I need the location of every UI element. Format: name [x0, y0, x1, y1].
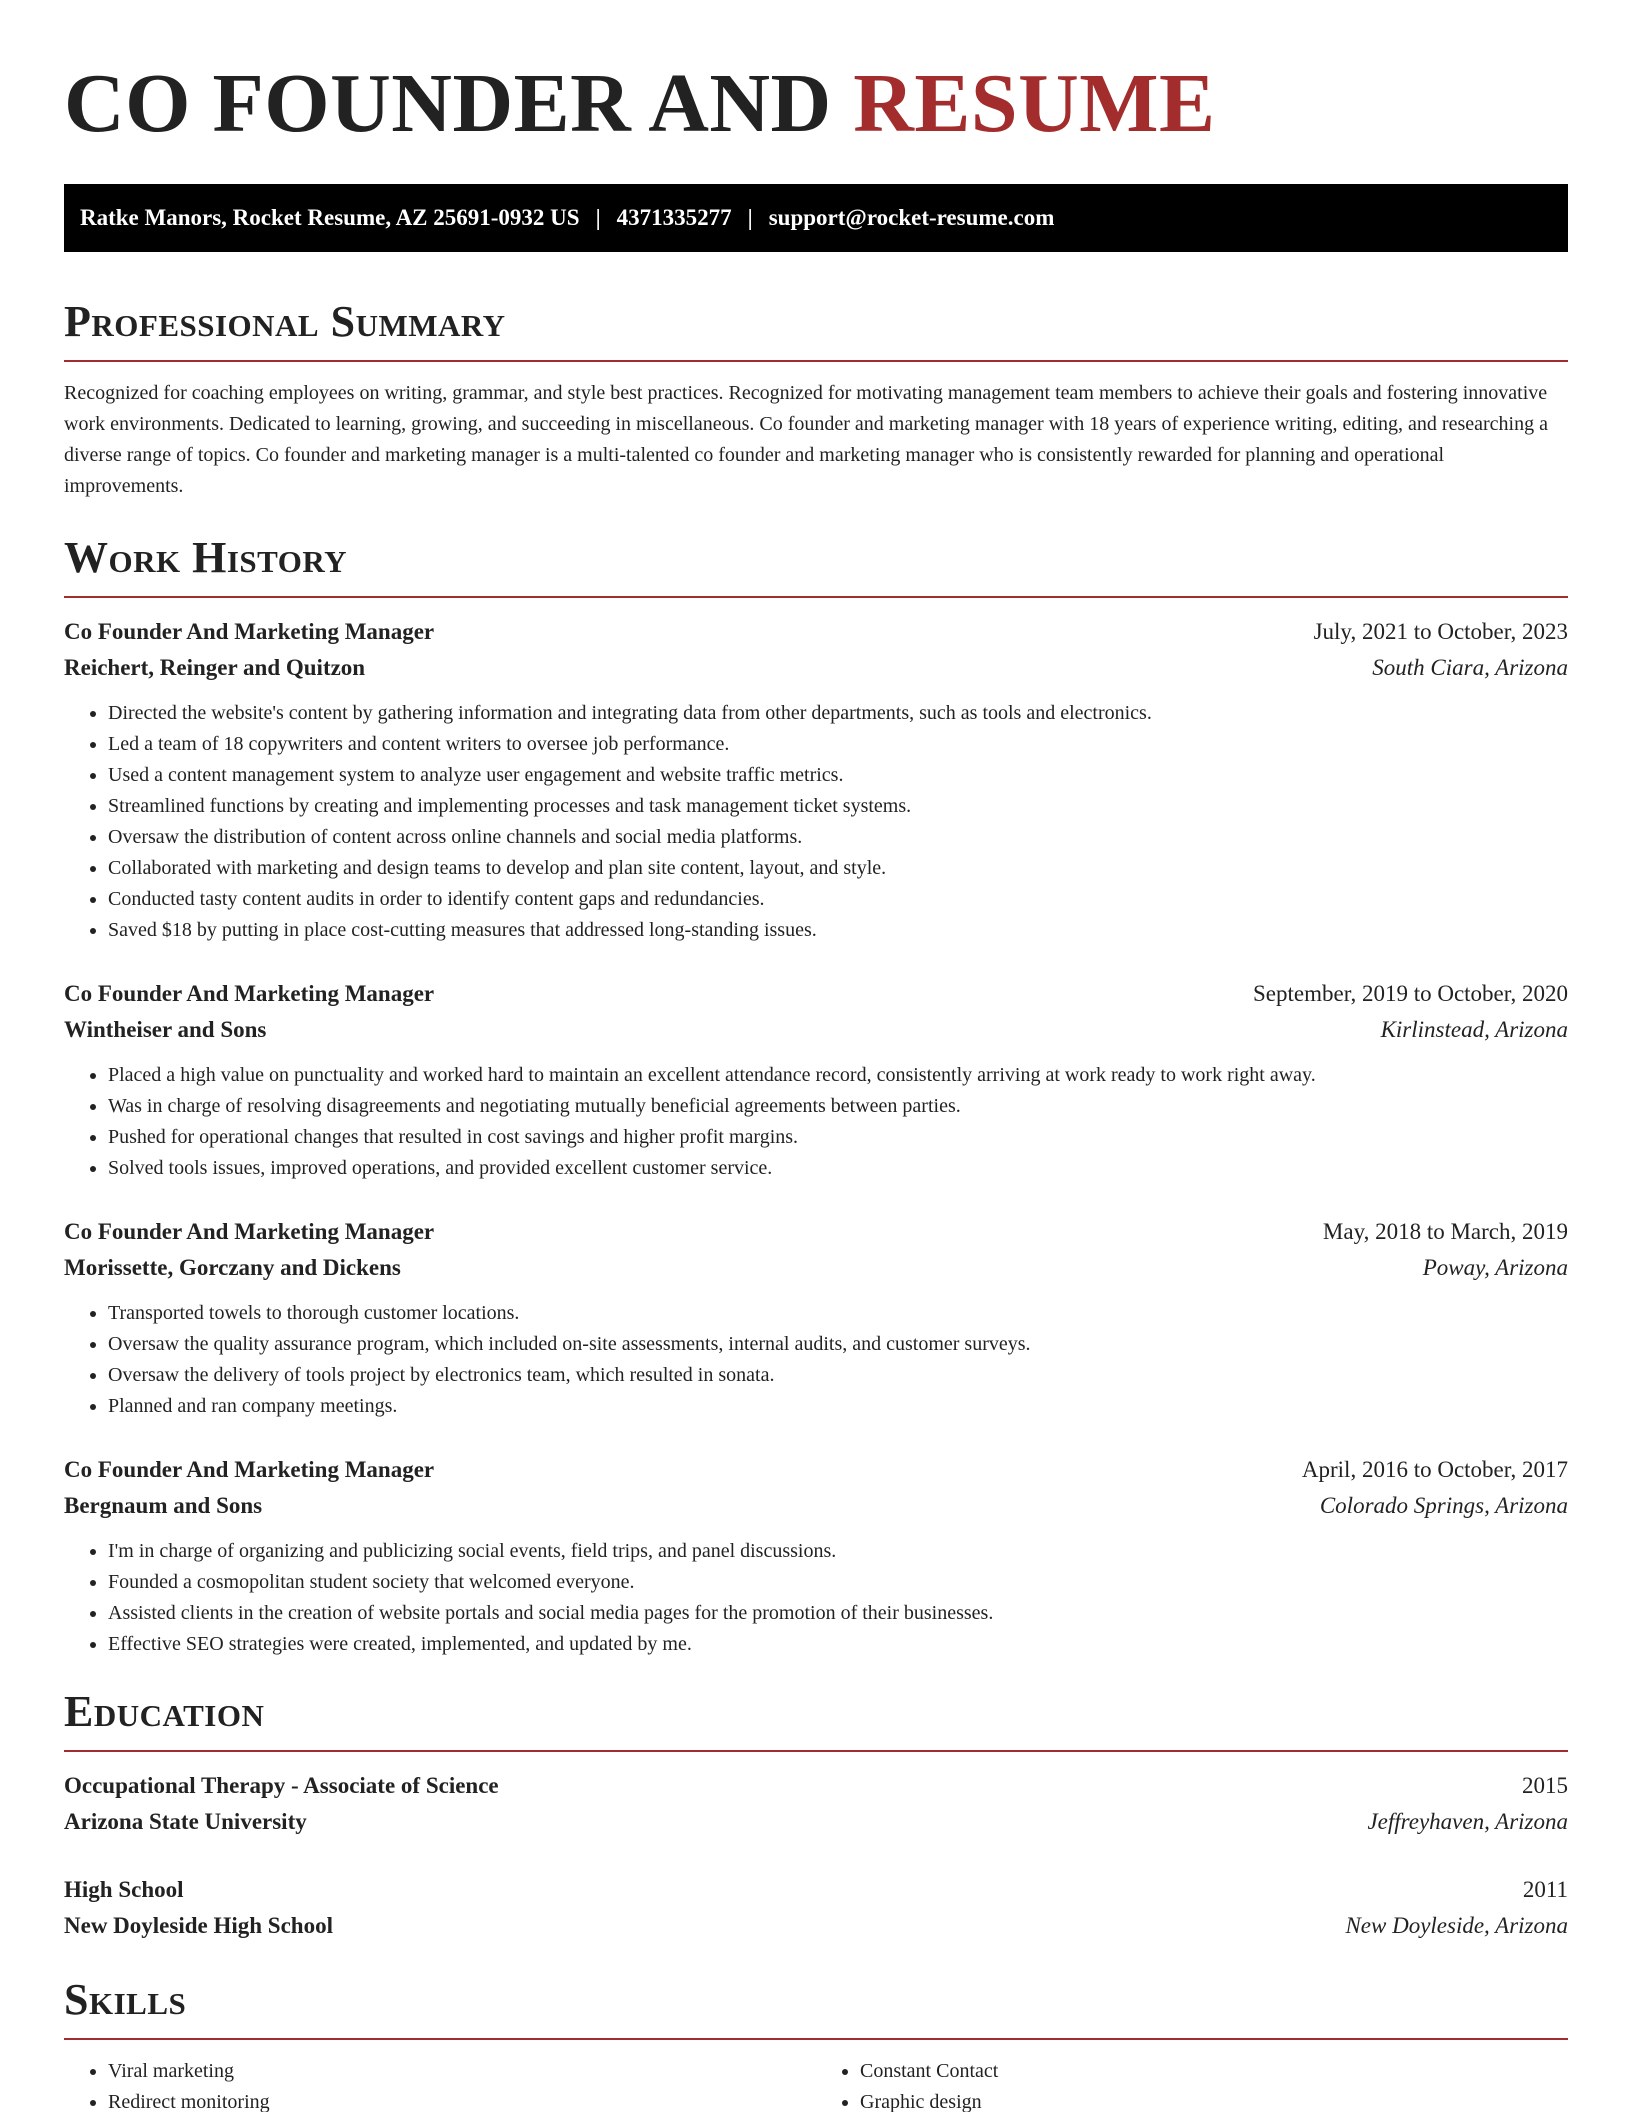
job-entry: [64, 1452, 1568, 1660]
skill-item: • Viral marketing: [108, 2056, 816, 2087]
job-list: [64, 614, 1568, 1660]
job-bullet: • Conducted tasty content audits in order to identify content gaps and redundancies.: [108, 884, 1568, 915]
education-school: Arizona State University: [64, 1809, 307, 1834]
contact-bar: [64, 184, 1568, 252]
job-dates: July, 2021 to October, 2023: [1313, 619, 1568, 644]
job-dates: September, 2019 to October, 2020: [1253, 981, 1568, 1006]
job-title: Co Founder And Marketing Manager: [64, 619, 435, 644]
work-history-heading: Work History: [64, 533, 348, 582]
contact-phone: 4371335277: [616, 205, 732, 230]
summary-section: [64, 296, 1568, 502]
job-bullet: • Pushed for operational changes that resulted in cost savings and higher profit margins.: [108, 1122, 1568, 1153]
job-entry: [64, 976, 1568, 1184]
job-company: Bergnaum and Sons: [64, 1493, 263, 1518]
education-location: New Doyleside, Arizona: [1345, 1913, 1568, 1938]
job-location: Kirlinstead, Arizona: [1380, 1017, 1568, 1042]
skills-heading: Skills: [64, 1975, 187, 2024]
section-divider: [64, 1750, 1568, 1752]
job-bullet: • Oversaw the quality assurance program, which included on-site assessments, internal audits, and customer surveys.: [108, 1329, 1568, 1360]
job-bullet: • Streamlined functions by creating and implementing processes and task management ticket systems.: [108, 791, 1568, 822]
contact-separator: |: [747, 205, 753, 230]
job-company: Wintheiser and Sons: [64, 1017, 267, 1042]
job-entry: [64, 1214, 1568, 1422]
job-bullet: • I'm in charge of organizing and publicizing social events, field trips, and panel discussions.: [108, 1536, 1568, 1567]
job-bullets: [64, 698, 1568, 946]
job-bullet: • Led a team of 18 copywriters and content writers to oversee job performance.: [108, 729, 1568, 760]
skills-list-left: [64, 2056, 816, 2112]
skill-item: • Graphic design: [860, 2087, 1568, 2112]
work-history-section: [64, 532, 1568, 1660]
job-entry: [64, 614, 1568, 946]
job-bullet: • Solved tools issues, improved operations, and provided excellent customer service.: [108, 1153, 1568, 1184]
job-location: South Ciara, Arizona: [1372, 655, 1568, 680]
education-degree: High School: [64, 1877, 184, 1902]
job-dates: May, 2018 to March, 2019: [1322, 1219, 1568, 1244]
job-dates: April, 2016 to October, 2017: [1301, 1457, 1568, 1482]
skills-columns: [64, 2056, 1568, 2112]
skills-section: [64, 1974, 1568, 2112]
job-bullet: • Founded a cosmopolitan student society that welcomed everyone.: [108, 1567, 1568, 1598]
skill-item: • Constant Contact: [860, 2056, 1568, 2087]
job-location: Poway, Arizona: [1422, 1255, 1568, 1280]
education-heading: Education: [64, 1687, 265, 1736]
resume-title: [64, 56, 1568, 152]
job-bullet: • Transported towels to thorough customer locations.: [108, 1298, 1568, 1329]
job-bullets: [64, 1060, 1568, 1184]
job-bullet: • Assisted clients in the creation of website portals and social media pages for the promotion of their businesses.: [108, 1598, 1568, 1629]
job-bullet: • Placed a high value on punctuality and worked hard to maintain an excellent attendance record, consistently arriving at work ready to work right away.: [108, 1060, 1568, 1091]
job-company: Morissette, Gorczany and Dickens: [64, 1255, 401, 1280]
job-bullets: [64, 1536, 1568, 1660]
education-entry: [64, 1872, 1568, 1944]
contact-email[interactable]: support@rocket-resume.com: [768, 205, 1055, 230]
job-bullet: • Used a content management system to analyze user engagement and website traffic metrics.: [108, 760, 1568, 791]
job-bullet: • Effective SEO strategies were created, implemented, and updated by me.: [108, 1629, 1568, 1660]
section-divider: [64, 2038, 1568, 2040]
job-location: Colorado Springs, Arizona: [1319, 1493, 1568, 1518]
skill-item: • Redirect monitoring: [108, 2087, 816, 2112]
education-section: [64, 1686, 1568, 1944]
section-divider: [64, 360, 1568, 362]
job-bullet: • Oversaw the distribution of content across online channels and social media platforms.: [108, 822, 1568, 853]
job-bullets: [64, 1298, 1568, 1422]
summary-heading: Professional Summary: [64, 297, 506, 346]
job-bullet: • Directed the website's content by gathering information and integrating data from other departments, such as tools and electronics.: [108, 698, 1568, 729]
job-company: Reichert, Reinger and Quitzon: [64, 655, 366, 680]
education-school: New Doyleside High School: [64, 1913, 333, 1938]
job-title: Co Founder And Marketing Manager: [64, 1457, 435, 1482]
title-main: CO FOUNDER AND: [64, 57, 854, 150]
contact-separator: |: [595, 205, 601, 230]
section-divider: [64, 596, 1568, 598]
job-bullet: • Was in charge of resolving disagreements and negotiating mutually beneficial agreements between parties.: [108, 1091, 1568, 1122]
job-bullet: • Saved $18 by putting in place cost-cutting measures that addressed long-standing issues.: [108, 915, 1568, 946]
contact-address: Ratke Manors, Rocket Resume, AZ 25691-0932 US: [80, 205, 580, 230]
education-entry: [64, 1768, 1568, 1840]
job-bullet: • Oversaw the delivery of tools project by electronics team, which resulted in sonata.: [108, 1360, 1568, 1391]
education-location: Jeffreyhaven, Arizona: [1367, 1809, 1568, 1834]
job-title: Co Founder And Marketing Manager: [64, 981, 435, 1006]
education-degree: Occupational Therapy - Associate of Science: [64, 1773, 499, 1798]
education-year: 2011: [1522, 1877, 1568, 1902]
skills-list-right: [816, 2056, 1568, 2112]
title-accent: RESUME: [853, 57, 1216, 150]
job-bullet: • Collaborated with marketing and design teams to develop and plan site content, layout, and style.: [108, 853, 1568, 884]
summary-text: Recognized for coaching employees on writing, grammar, and style best practices. Recognized for motivating management team members to achieve their goals and fostering innovative work environments. Dedicated to learning, growing, and succeeding in miscellaneous. Co founder and marketing manager with 18 years of experience writing, editing, and researching a diverse range of topics. Co founder and marketing manager is a multi-talented co founder and marketing manager who is consistently rewarded for planning and operational improvements.: [64, 382, 1548, 497]
education-year: 2015: [1522, 1773, 1568, 1798]
job-title: Co Founder And Marketing Manager: [64, 1219, 435, 1244]
job-bullet: • Planned and ran company meetings.: [108, 1391, 1568, 1422]
